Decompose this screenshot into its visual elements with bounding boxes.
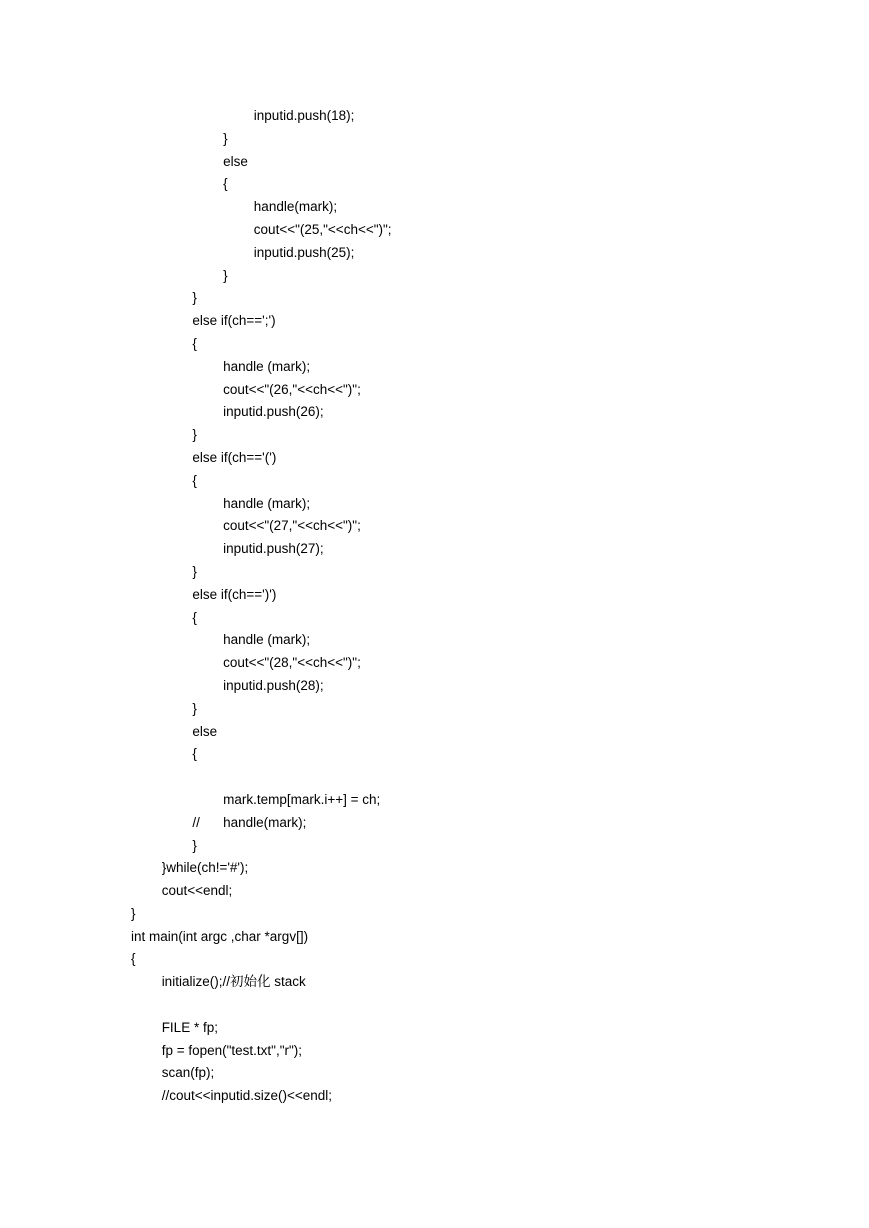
code-text: cout<<"(27,"<<ch<<")";	[223, 518, 361, 534]
code-line	[0, 812, 869, 835]
code-line	[0, 493, 869, 516]
code-text: mark.temp[mark.i++] = ch;	[223, 791, 381, 807]
code-text: }	[223, 130, 228, 146]
code-text: {	[223, 176, 228, 192]
code-text: {	[131, 951, 136, 967]
code-line	[0, 629, 869, 652]
code-line	[0, 333, 869, 356]
code-text: {	[192, 609, 197, 625]
code-text: FILE * fp;	[161, 1019, 218, 1035]
code-line	[0, 1085, 869, 1108]
code-line	[0, 675, 869, 698]
code-line	[0, 971, 869, 994]
code-text: handle (mark);	[223, 358, 311, 374]
code-line	[0, 447, 869, 470]
code-line	[0, 128, 869, 151]
code-line	[0, 1040, 869, 1063]
code-line	[0, 652, 869, 675]
code-text: //	[192, 814, 200, 830]
code-text: else	[192, 723, 218, 739]
code-text: {	[192, 472, 197, 488]
code-text: inputid.push(27);	[223, 541, 324, 557]
code-text-continuation: handle(mark);	[223, 814, 307, 830]
code-text: inputid.push(26);	[223, 404, 324, 420]
code-line	[0, 1017, 869, 1040]
code-line	[0, 721, 869, 744]
code-line	[0, 265, 869, 288]
code-line	[0, 835, 869, 858]
code-line	[0, 584, 869, 607]
code-line	[0, 857, 869, 880]
code-line	[0, 607, 869, 630]
code-line	[0, 789, 869, 812]
code-line	[0, 242, 869, 265]
code-text: initialize();//初始化 stack	[161, 974, 306, 990]
code-text: handle(mark);	[253, 199, 338, 215]
code-text: }	[131, 905, 136, 921]
code-text: else	[223, 153, 248, 169]
code-line	[0, 515, 869, 538]
code-text: cout<<"(26,"<<ch<<")";	[223, 381, 361, 397]
code-text: cout<<"(25,"<<ch<<")";	[253, 221, 392, 237]
code-text: }	[192, 700, 197, 716]
code-line	[0, 356, 869, 379]
code-line	[0, 173, 869, 196]
code-line	[0, 903, 869, 926]
code-text: }	[192, 427, 197, 443]
code-text: {	[192, 746, 197, 762]
code-listing	[0, 105, 869, 1108]
code-line	[0, 994, 869, 1017]
code-line	[0, 379, 869, 402]
code-line	[0, 287, 869, 310]
code-line	[0, 310, 869, 333]
code-line	[0, 219, 869, 242]
code-line	[0, 880, 869, 903]
code-text: cout<<"(28,"<<ch<<")";	[223, 655, 361, 671]
code-text: }	[192, 290, 197, 306]
code-text: scan(fp);	[161, 1065, 215, 1081]
code-line	[0, 698, 869, 721]
code-line	[0, 538, 869, 561]
code-text: }while(ch!='#');	[161, 860, 249, 876]
code-text: inputid.push(18);	[253, 108, 355, 123]
code-text: else if(ch=='(')	[192, 449, 277, 465]
code-text: handle (mark);	[223, 632, 311, 648]
code-text: //cout<<inputid.size()<<endl;	[161, 1088, 333, 1104]
code-line	[0, 424, 869, 447]
code-text: }	[192, 563, 197, 579]
code-text: else if(ch==';')	[192, 313, 276, 329]
code-text: }	[192, 837, 197, 853]
code-text: cout<<endl;	[161, 883, 233, 899]
code-line	[0, 401, 869, 424]
code-line	[0, 151, 869, 174]
code-line	[0, 561, 869, 584]
code-line	[0, 105, 869, 128]
code-text: inputid.push(25);	[253, 244, 355, 260]
code-line	[0, 470, 869, 493]
code-text: int main(int argc ,char *argv[])	[131, 928, 309, 944]
code-text: }	[223, 267, 228, 283]
code-text: else if(ch==')')	[192, 586, 277, 602]
code-line	[0, 1062, 869, 1085]
code-text: fp = fopen("test.txt","r");	[161, 1042, 303, 1058]
code-line	[0, 948, 869, 971]
code-text: handle (mark);	[223, 495, 311, 511]
code-text: {	[192, 335, 197, 351]
code-line	[0, 196, 869, 219]
code-line	[0, 926, 869, 949]
code-line	[0, 743, 869, 766]
code-text: inputid.push(28);	[223, 677, 324, 693]
code-line	[0, 766, 869, 789]
